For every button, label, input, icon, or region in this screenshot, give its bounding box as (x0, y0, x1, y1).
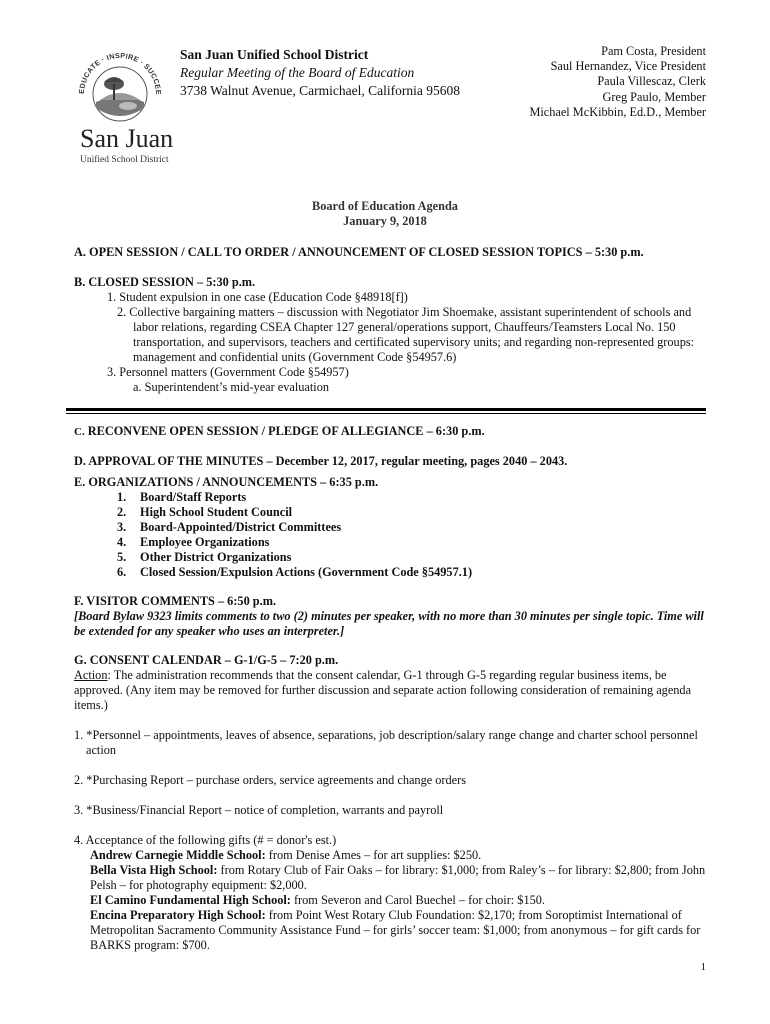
section-b (74, 275, 714, 395)
gift-entry (74, 908, 706, 953)
logo-subtitle: Unified School District (80, 155, 169, 165)
section-f-note: [Board Bylaw 9323 limits comments to two (2) minutes per speaker, with no more than 30 minutes per single topic. Time will be extended for any speaker who uses an interpreter.] (74, 609, 704, 638)
consent-item: 2. *Purchasing Report – purchase orders, service agreements and change orders (74, 773, 466, 787)
gift-text: from Rotary Club of Fair Oaks – for library: $1,000; from Raley’s – for library: $2,800; from John Pelsh – for photography equipment: $2,000. (90, 863, 706, 892)
gift-text: from Point West Rotary Club Foundation: $2,170; from Soroptimist International of Metropolitan Sacramento Community Assistance Fund – for girls’ soccer team: $1,000; from anonymous – for gift cards for BARKS program: $700. (90, 908, 701, 952)
section-divider (66, 408, 706, 411)
board-member: Pam Costa, President (601, 44, 706, 58)
gift-school: Encina Preparatory High School: (90, 908, 266, 922)
gift-entry (74, 863, 706, 893)
logo-seal-icon (70, 36, 170, 126)
action-label: Action (74, 668, 108, 682)
list-num: 1. (117, 490, 127, 504)
section-f (74, 594, 706, 639)
list-num: 4. (117, 535, 127, 549)
list-item (74, 520, 714, 535)
svg-text:EDUCATE · INSPIRE · SUCCEED ·: EDUCATE · INSPIRE · SUCCEE (76, 50, 164, 96)
list-num: 5. (117, 550, 127, 564)
meeting-type: Regular Meeting of the Board of Education (180, 65, 415, 80)
board-member: Saul Hernandez, Vice President (550, 59, 706, 74)
consent-item: 3. *Business/Financial Report – notice of completion, warrants and payroll (74, 803, 444, 817)
section-c (74, 424, 714, 440)
consent-item-gifts (74, 833, 706, 953)
district-name: San Juan Unified School District (180, 47, 369, 62)
gifts-heading: 4. Acceptance of the following gifts (# = donor's est.) (74, 833, 337, 847)
section-f-heading: F. VISITOR COMMENTS – 6:50 p.m. (74, 594, 277, 608)
gift-school: Andrew Carnegie Middle School: (90, 848, 266, 862)
action-text: : The administration recommends that the consent calendar, G-1 through G-5 regarding regular business items, be approved. (Any item may be removed for further discussion and separate action following consideration of remaining agenda items.) (74, 668, 692, 712)
gift-text: from Severon and Carol Buechel – for choir: $150. (290, 893, 545, 907)
section-b-subitem: a. Superintendent’s mid-year evaluation (133, 380, 330, 394)
section-e (74, 475, 714, 580)
gift-text: from Denise Ames – for art supplies: $250. (265, 848, 482, 862)
section-divider-thin (66, 413, 706, 414)
board-member: Greg Paulo, Member (602, 89, 706, 104)
section-b-item: 3. Personnel matters (Government Code §54957) (107, 365, 349, 379)
list-num: 2. (117, 505, 127, 519)
list-text: Employee Organizations (140, 535, 270, 549)
logo-text (80, 125, 173, 168)
gift-entry (74, 893, 706, 908)
section-c-heading: RECONVENE OPEN SESSION / PLEDGE OF ALLEGIANCE – 6:30 p.m. (87, 424, 485, 438)
gift-entry (74, 848, 706, 863)
section-d-heading: D. APPROVAL OF THE MINUTES – December 12, 2017, regular meeting, pages 2040 – 2043. (74, 454, 568, 468)
section-b-item: 2. Collective bargaining matters – discussion with Negotiator Jim Shoemake, assistant superintendent of schools and labor relations, regarding CSEA Chapter 127 general/operations support, Chauffeurs/Teamsters Local No. 150 transportation, and supervisors, teachers and certificated supervisory units; and regarding non-represented groups: management and confidential units (Government Code §54957.6) (117, 305, 695, 364)
list-item (74, 505, 714, 520)
list-text: Board/Staff Reports (140, 490, 247, 504)
list-text: Board-Appointed/District Committees (140, 520, 342, 534)
list-item (74, 535, 714, 550)
consent-item: 1. *Personnel – appointments, leaves of absence, separations, job description/salary range change and charter school personnel action (74, 728, 698, 757)
list-text: High School Student Council (140, 505, 293, 519)
section-g-heading: G. CONSENT CALENDAR – G-1/G-5 – 7:20 p.m. (74, 653, 339, 667)
district-logo (70, 36, 170, 130)
board-member: Michael McKibbin, Ed.D., Member (529, 104, 706, 119)
list-item (74, 550, 714, 565)
list-text: Other District Organizations (140, 550, 292, 564)
agenda-title (0, 199, 770, 229)
board-members (529, 44, 706, 120)
section-c-letter: C. (74, 426, 85, 438)
agenda-date: January 9, 2018 (343, 214, 427, 228)
gift-school: El Camino Fundamental High School: (90, 893, 291, 907)
list-text: Closed Session/Expulsion Actions (Government Code §54957.1) (140, 565, 473, 579)
agenda-title-line1: Board of Education Agenda (312, 199, 458, 213)
section-b-item: 1. Student expulsion in one case (Education Code §48918[f]) (107, 290, 408, 304)
board-member: Paula Villescaz, Clerk (597, 74, 706, 89)
list-num: 6. (117, 565, 127, 579)
section-a (74, 245, 714, 260)
section-g-action (74, 668, 706, 713)
gift-school: Bella Vista High School: (90, 863, 218, 877)
meeting-address: 3738 Walnut Avenue, Carmichael, California 95608 (180, 83, 460, 98)
section-e-heading: E. ORGANIZATIONS / ANNOUNCEMENTS – 6:35 p.m. (74, 475, 379, 489)
page-number: 1 (700, 961, 706, 973)
section-a-heading: A. OPEN SESSION / CALL TO ORDER / ANNOUNCEMENT OF CLOSED SESSION TOPICS – 5:30 p.m. (74, 245, 644, 259)
header-info (180, 46, 460, 100)
list-item (74, 490, 714, 505)
logo-name: San Juan (80, 124, 174, 153)
list-num: 3. (117, 520, 127, 534)
section-b-heading: B. CLOSED SESSION – 5:30 p.m. (74, 275, 256, 289)
section-g (74, 653, 706, 713)
list-item (74, 565, 714, 580)
